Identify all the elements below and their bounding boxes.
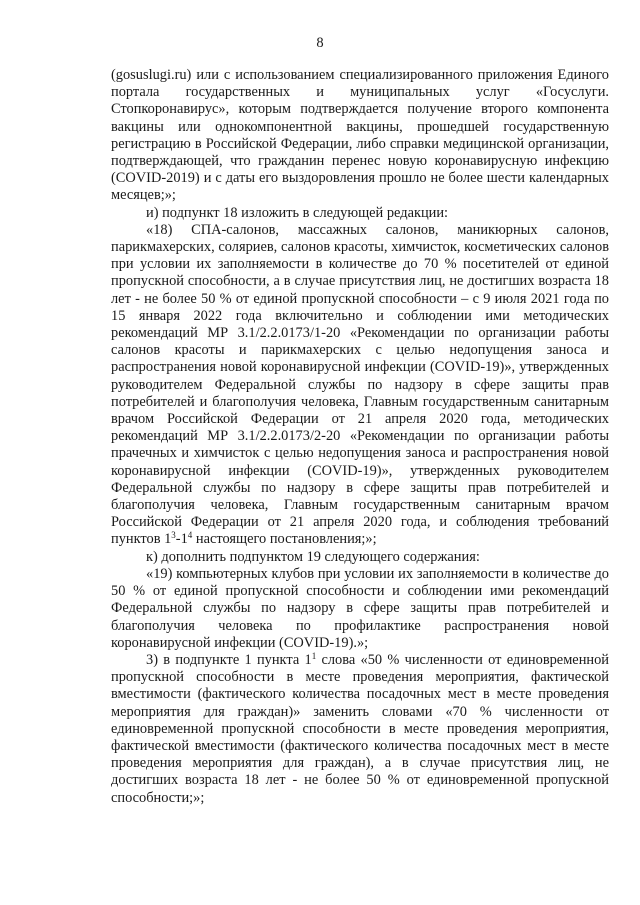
superscript-1: 1 [311,650,317,661]
paragraph-item-k: к) дополнить подпунктом 19 следующего содержания: [146,548,480,565]
document-body [111,67,609,807]
superscript-4: 4 [187,530,193,541]
paragraph-subitem-19: «19) компьютерных клубов при условии их заполняемости в количестве до 50 % от единой пропускной способности и соблюдении ими рекомендаций Федеральной службы по надзору в сфере защиты прав потребителей и благополучия человека по профилактике распространения новой коронавирусной инфекции (COVID-19).»; [111,565,609,651]
item-3-text: 3) в подпункте 1 пункта 1 [146,651,312,668]
superscript-3: 3 [171,530,176,541]
range-dash: -1 [175,531,188,548]
page-number: 8 [316,35,324,51]
paragraph-subitem-18 [111,222,609,549]
subitem-18-text: «18) СПА-салонов, массажных салонов, маникюрных салонов, парикмахерских, соляриев, салонов красоты, химчисток, косметических салонов при условии их заполняемости в количестве до 70 % посетителей от единой пропускной способности, а в случае присутствия лиц, не достигших возраста 18 лет - не более 50 % от единой пропускной способности – с 9 июля 2021 года по 15 января 2022 года включительно и соблюдении ими методических рекомендаций МР 3.1/2.2.0173/1-20 «Рекомендации по организации работы салонов красоты и парикмахерских с целью недопущения заноса и распространения новой коронавирусной инфекции (COVID-19)», утвержденных руководителем Федеральной службы по надзору в сфере защиты прав потребителей и благополучия человека, Главным государственным санитарным врачом Российской Федерации от 21 апреля 2020 года, методических рекомендаций МР 3.1/2.2.0173/2-20 «Рекомендации по организации работы прачечных и химчисток с целью недопущения заноса и распространения новой коронавирусной инфекции (COVID-19)», утвержденных руководителем Федеральной службы по надзору в сфере защиты прав потребителей и благополучия человека, Главным государственным санитарным врачом Российской Федерации от 21 апреля 2020 года, и соблюдения требований пунктов 1 [111,221,609,548]
paragraph-item-3 [111,652,609,807]
subitem-18-tail: настоящего постановления;»; [192,531,377,548]
paragraph-continuation: (gosuslugi.ru) или с использованием специализированного приложения Единого портала государственных и муниципальных услуг «Госуслуги. Стопкоронавирус», которым подтверждается получение второго компонента вакцины или однокомпонентной вакцины, прошедшей государственную регистрацию в Российской Федерации, либо справки медицинской организации, подтверждающей, что гражданин перенес новую коронавирусную инфекцию (COVID-2019) и с даты его выздоровления прошло не более шести календарных месяцев;»; [111,67,609,204]
item-3-tail: слова «50 % численности от единовременной пропускной способности в месте проведения мероприятия, фактической вместимости (фактического количества посадочных мест в месте проведения мероприятия для граждан)» заменить словами «70 % численности от единовременной пропускной способности в месте проведения мероприятия, фактической вместимости (фактического количества посадочных мест в месте проведения мероприятия для граждан), а в случае присутствия лиц, не достигших возраста 18 лет - не более 50 % от единовременной пропускной способности;»; [111,651,609,806]
paragraph-item-i: и) подпункт 18 изложить в следующей редакции: [146,204,449,221]
